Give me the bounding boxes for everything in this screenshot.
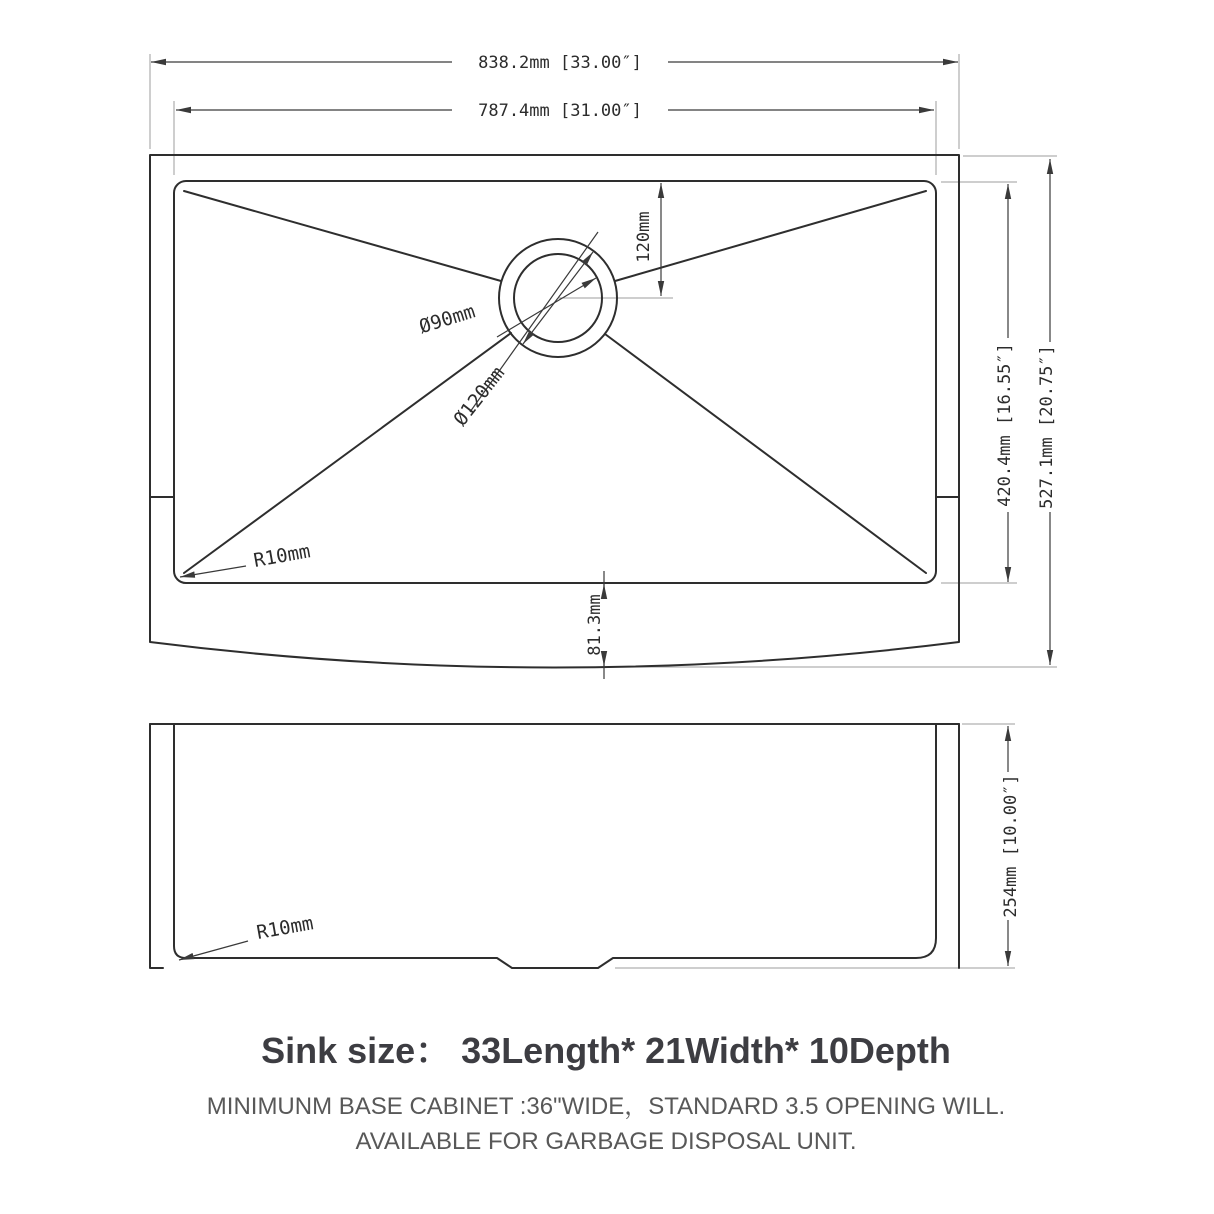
dim-outer-height bbox=[1037, 159, 1057, 665]
dim-side-height-label: 254mm [10.00″] bbox=[1001, 774, 1021, 918]
dim-drain-offset-label: 120mm bbox=[634, 211, 654, 263]
dim-outer-width-label: 838.2mm [33.00″] bbox=[478, 53, 642, 73]
callout-drain-inner-dia bbox=[417, 278, 596, 338]
corner-radius-top-label: R10mm bbox=[251, 540, 313, 572]
dim-outer-height-label: 527.1mm [20.75″] bbox=[1037, 345, 1057, 509]
product-size-title: Sink size： 33Length* 21Width* 10Depth bbox=[261, 1030, 951, 1071]
dim-inner-width-label: 787.4mm [31.00″] bbox=[478, 101, 642, 121]
top-view bbox=[150, 53, 1057, 679]
drain-inner-dia-label: Ø90mm bbox=[416, 300, 478, 339]
dim-outer-width bbox=[151, 53, 958, 73]
dim-inner-width bbox=[176, 101, 934, 121]
bowl-slope-line-br bbox=[605, 334, 926, 573]
top-view-basin-outline bbox=[174, 181, 936, 583]
side-view-outer-left bbox=[150, 724, 163, 968]
corner-radius-side-label: R10mm bbox=[254, 912, 316, 944]
cabinet-note-line1: MINIMUNM BASE CABINET :36"WIDE，STANDARD 3.5 OPENING WILL. bbox=[206, 1093, 1006, 1120]
bowl-slope-line-bl bbox=[184, 333, 511, 573]
dim-inner-height-label: 420.4mm [16.55″] bbox=[995, 343, 1015, 507]
callout-corner-radius-side bbox=[179, 912, 315, 960]
dim-inner-height bbox=[995, 184, 1015, 582]
dim-drain-offset bbox=[634, 183, 661, 296]
dim-side-height bbox=[1001, 726, 1021, 966]
bowl-slope-line-tl bbox=[184, 191, 501, 281]
footer bbox=[207, 1030, 1005, 1155]
dim-apron-depth-label: 81.3mm bbox=[585, 594, 605, 656]
callout-drain-outer-dia bbox=[449, 232, 598, 430]
side-view bbox=[150, 724, 1021, 968]
drain-outer-dia-label: Ø120mm bbox=[449, 362, 510, 431]
top-view-outer-outline bbox=[150, 155, 959, 668]
cabinet-note-line2: AVAILABLE FOR GARBAGE DISPOSAL UNIT. bbox=[355, 1128, 857, 1155]
extension-lines-side-view bbox=[615, 724, 1015, 968]
dim-apron-depth bbox=[585, 571, 605, 679]
callout-corner-radius-top bbox=[180, 540, 312, 577]
bowl-slope-line-tr bbox=[615, 191, 926, 281]
